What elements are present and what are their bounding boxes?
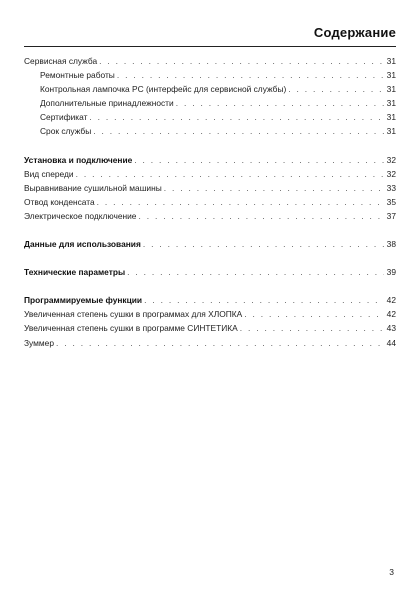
dot-leader <box>93 124 384 138</box>
toc-entry[interactable] <box>24 336 396 350</box>
dot-leader <box>240 321 384 335</box>
dot-leader <box>138 209 384 223</box>
toc-entry[interactable] <box>24 96 396 110</box>
toc-heading[interactable] <box>24 153 396 167</box>
toc-entry-page: 33 <box>386 182 396 193</box>
toc-entry-page: 31 <box>386 98 396 109</box>
toc-entry-label: Зуммер <box>24 337 54 348</box>
dot-leader <box>89 110 384 124</box>
toc-entry-label: Отвод конденсата <box>24 196 95 207</box>
toc-entry-label: Электрическое подключение <box>24 210 137 221</box>
toc-entry-label: Увеличенная степень сушки в программах для ХЛОПКА <box>24 309 243 320</box>
toc-entry-page: 31 <box>386 112 396 123</box>
toc-entry-label: Установка и подключение <box>24 154 133 165</box>
toc-entry-page: 32 <box>386 168 396 179</box>
dot-leader <box>164 181 384 195</box>
toc-entry-label: Ремонтные работы <box>40 70 115 81</box>
toc-entry-page: 31 <box>386 56 396 66</box>
toc-entry[interactable] <box>24 124 396 138</box>
dot-leader <box>117 68 384 82</box>
toc-entry[interactable] <box>24 82 396 96</box>
toc-section <box>24 237 396 251</box>
toc-entry[interactable] <box>24 209 396 223</box>
toc-entry[interactable] <box>24 321 396 335</box>
dot-leader <box>97 195 384 209</box>
toc-entry-page: 44 <box>386 337 396 348</box>
toc-entry-label: Выравнивание сушильной машины <box>24 182 162 193</box>
toc-entry-label: Вид спереди <box>24 168 74 179</box>
toc-entry-page: 42 <box>386 295 396 306</box>
toc-section <box>24 54 396 139</box>
dot-leader <box>143 237 384 251</box>
toc-entry[interactable] <box>24 167 396 181</box>
toc-entry-page: 31 <box>386 126 396 137</box>
toc-heading[interactable] <box>24 265 396 279</box>
toc-heading[interactable] <box>24 293 396 307</box>
toc-entry-page: 39 <box>386 267 396 278</box>
toc-entry-page: 37 <box>386 210 396 221</box>
toc-section <box>24 265 396 279</box>
dot-leader <box>134 153 384 167</box>
toc-entry-page: 42 <box>386 309 396 320</box>
toc-entry[interactable] <box>24 54 396 68</box>
toc-entry[interactable] <box>24 181 396 195</box>
dot-leader <box>144 293 384 307</box>
toc-entry-page: 43 <box>386 323 396 334</box>
toc-entry-label: Увеличенная степень сушки в программе СИНТЕТИКА <box>24 323 238 334</box>
toc-entry-page: 38 <box>386 239 396 250</box>
dot-leader <box>127 265 384 279</box>
toc-entry[interactable] <box>24 195 396 209</box>
toc-entry-label: Срок службы <box>40 126 92 137</box>
dot-leader <box>288 82 384 96</box>
page-header <box>24 18 396 47</box>
page-number: 3 <box>389 567 394 577</box>
page-title: Содержание <box>313 25 396 40</box>
dot-leader <box>56 336 384 350</box>
toc-entry-page: 31 <box>386 70 396 81</box>
toc-entry[interactable] <box>24 68 396 82</box>
dot-leader <box>244 307 384 321</box>
toc-entry[interactable] <box>24 110 396 124</box>
toc-entry-page: 32 <box>386 154 396 165</box>
toc-entry-label: Данные для использования <box>24 239 141 250</box>
dot-leader <box>99 54 384 68</box>
table-of-contents <box>24 54 396 350</box>
toc-section <box>24 153 396 223</box>
toc-entry-label: Дополнительные принадлежности <box>40 98 174 109</box>
toc-entry-label: Технические параметры <box>24 267 126 278</box>
dot-leader <box>176 96 384 110</box>
toc-heading[interactable] <box>24 237 396 251</box>
toc-entry-label: Сертификат <box>40 112 88 123</box>
toc-section <box>24 293 396 349</box>
toc-entry-page: 31 <box>386 84 396 95</box>
dot-leader <box>76 167 384 181</box>
toc-entry-label: Контрольная лампочка PC (интерфейс для сервисной службы) <box>40 84 287 95</box>
toc-entry-label: Программируемые функции <box>24 295 143 306</box>
toc-entry-label: Сервисная служба <box>24 56 98 66</box>
toc-entry[interactable] <box>24 307 396 321</box>
toc-entry-page: 35 <box>386 196 396 207</box>
